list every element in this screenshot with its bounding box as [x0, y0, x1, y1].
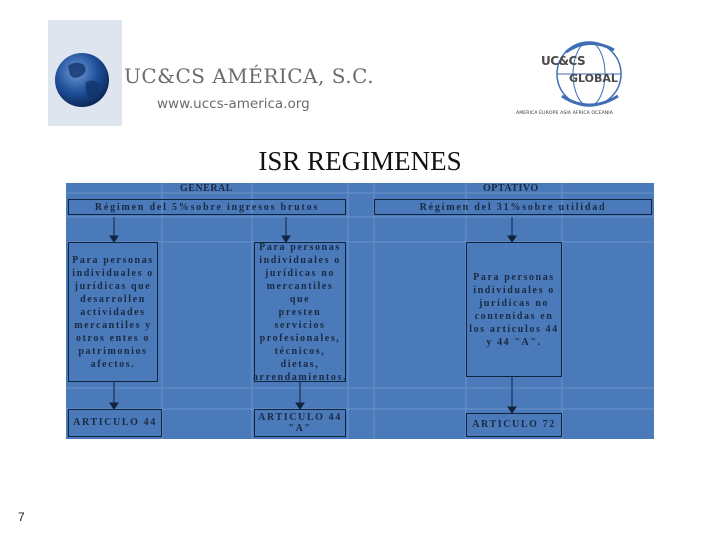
desc-line: afectos.: [90, 358, 136, 370]
desc-line: jurídicas que: [74, 280, 152, 292]
desc-line: desarrollen: [80, 293, 146, 305]
article-44-box: [68, 409, 162, 437]
page-title: ISR REGIMENES: [258, 146, 462, 176]
desc-line: profesionales,: [259, 332, 341, 344]
global-logo-text-1: UC&CS: [541, 54, 586, 68]
desc-line: los artículos 44: [469, 323, 559, 335]
article-44a-box: [254, 409, 346, 437]
global-logo-regions: AMERICA EUROPE ASIA AFRICA OCEANIA: [516, 111, 613, 116]
optativo-description-box: [466, 242, 562, 377]
general-header: GENERAL: [180, 183, 233, 194]
general-description-b-box: [254, 242, 346, 382]
isr-regimes-diagram: [66, 183, 654, 439]
company-website: www.uccs-america.org: [157, 96, 310, 112]
article-44a-label-1: ARTICULO 44: [258, 411, 342, 423]
desc-line: contenidas en: [474, 310, 554, 322]
desc-line: y 44 "A".: [486, 336, 542, 348]
general-description-a-box: [68, 242, 158, 382]
general-regimen-box: [68, 199, 346, 215]
optativo-header: OPTATIVO: [483, 183, 539, 194]
desc-line: Para personas: [259, 241, 341, 253]
article-44a-label-2: "A": [288, 423, 312, 434]
desc-line: otros entes o: [76, 332, 150, 344]
desc-line: presten: [278, 306, 322, 318]
article-72-box: [466, 413, 562, 437]
desc-line: Para personas: [473, 271, 555, 283]
desc-line: patrimonios: [78, 345, 148, 357]
article-44-label: ARTICULO 44: [73, 417, 157, 429]
general-regimen-label: Régimen del 5%sobre ingresos brutos: [94, 201, 320, 213]
page-number: 7: [18, 510, 25, 524]
desc-line: individuales o: [259, 254, 341, 266]
desc-line: arrendamientos.: [252, 371, 348, 383]
company-name: UC&CS AMÉRICA, S.C.: [124, 64, 375, 88]
article-72-label: ARTICULO 72: [472, 419, 556, 431]
desc-line: Para personas: [72, 254, 154, 266]
optativo-regimen-box: [374, 199, 652, 215]
desc-line: mercantiles que: [266, 280, 334, 305]
desc-line: servicios: [274, 319, 326, 331]
desc-line: jurídicas no: [264, 267, 336, 279]
desc-line: jurídicas no: [478, 297, 550, 309]
desc-line: individuales o: [72, 267, 154, 279]
desc-line: mercantiles y: [74, 319, 152, 331]
desc-line: individuales o: [473, 284, 555, 296]
optativo-regimen-label: Régimen del 31%sobre utilidad: [419, 201, 607, 213]
desc-line: técnicos, dietas,: [274, 345, 326, 370]
desc-line: actividades: [80, 306, 146, 318]
global-logo-text-2: GLOBAL: [569, 72, 618, 85]
